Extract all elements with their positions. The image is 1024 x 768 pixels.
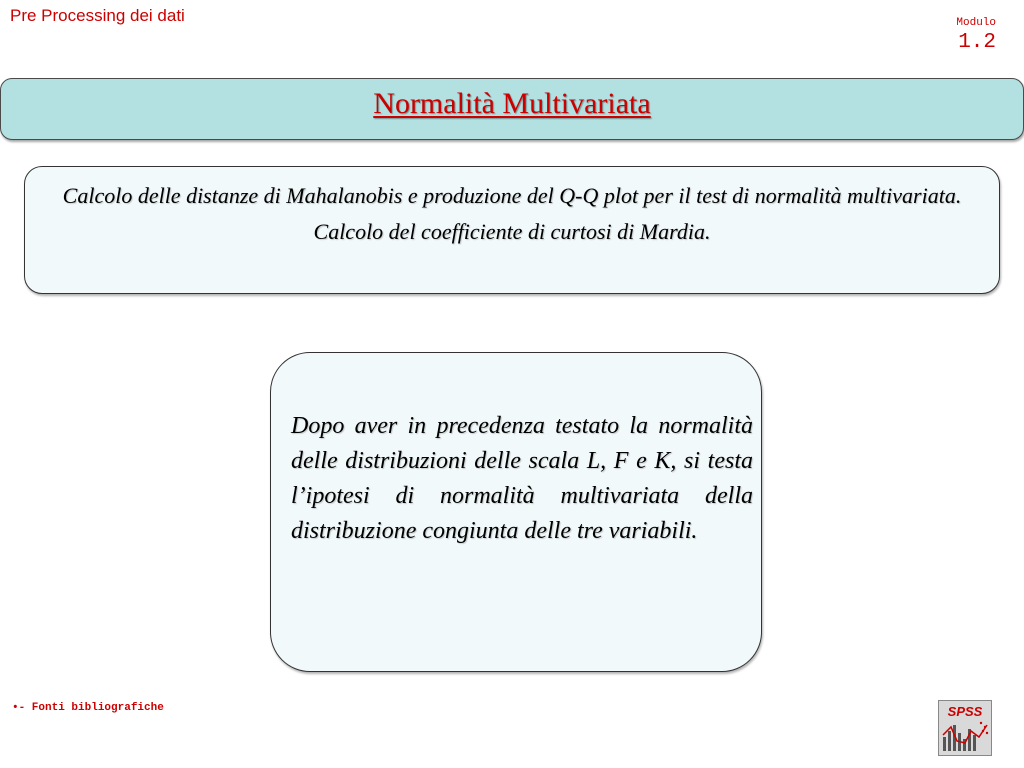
- title-bar: [0, 78, 1024, 140]
- modulo-label: Modulo: [956, 17, 996, 29]
- header-title: Pre Processing dei dati: [10, 6, 185, 25]
- modulo-number: 1.2: [958, 31, 996, 54]
- summary-line-mardia: Calcolo del coefficiente di curtosi di Mardia.: [313, 219, 711, 244]
- description-text: Dopo aver in precedenza testato la normalità delle distribuzioni delle scala L, F e K, si testa l’ipotesi di normalità multivariata della distribuzione congiunta delle tre variabili.: [291, 413, 753, 544]
- logo-text: SPSS: [947, 704, 983, 719]
- description-box: [270, 352, 762, 672]
- fonti-bibliografiche-link[interactable]: •- Fonti bibliografiche: [12, 702, 164, 714]
- modulo-indicator: [956, 18, 996, 53]
- slide-title: Normalità Multivariata: [373, 87, 651, 120]
- summary-line-mahalanobis: Calcolo delle distanze di Mahalanobis e produzione del Q-Q plot per il test di normalità multivariata.: [62, 183, 962, 208]
- summary-box: [24, 166, 1000, 294]
- spss-logo-icon: [938, 700, 992, 756]
